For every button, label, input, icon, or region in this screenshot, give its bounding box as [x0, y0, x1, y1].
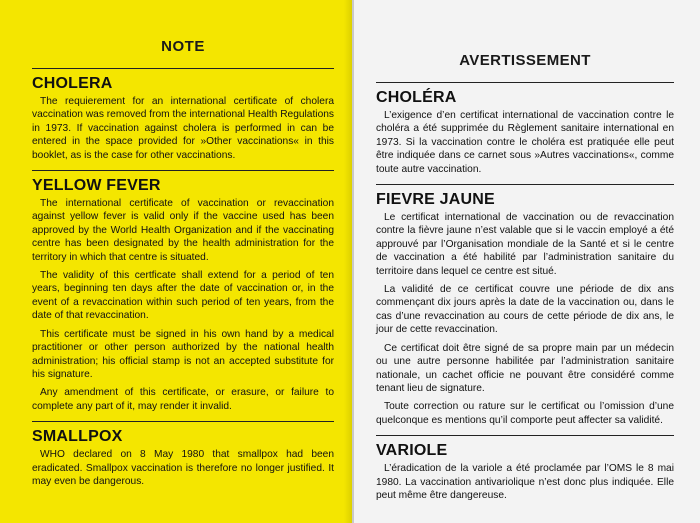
- divider: [376, 184, 674, 185]
- section-title: VARIOLE: [376, 442, 448, 460]
- section-yellow-fever: [32, 177, 334, 413]
- divider: [376, 82, 674, 83]
- paragraph: This certificate must be signed in his own hand by a medical practitioner or other person authorized by the national health administration; his official stamp is not an accepted substitute for his signature.: [32, 328, 334, 380]
- section-title: YELLOW FEVER: [32, 177, 161, 195]
- page-header: NOTE: [161, 38, 205, 55]
- section-title: CHOLERA: [32, 75, 113, 92]
- paragraph: Any amendment of this certificate, or erasure, or failure to complete any part of it, may render it invalid.: [32, 387, 334, 412]
- page-header: AVERTISSEMENT: [459, 52, 591, 69]
- section-title: SMALLPOX: [32, 428, 123, 446]
- right-page: [352, 0, 700, 523]
- paragraph: Le certificat international de vaccination ou de revaccination contre la fièvre jaune n’est valable que si le vaccin employé a été approuvé par l’Organisation mondiale de la Santé et si le centre de vaccination a été habilité par l’administration sanitaire du territoire dans lequel ce centre est situé.: [376, 212, 674, 277]
- divider: [32, 68, 334, 69]
- section-title: FIEVRE JAUNE: [376, 191, 495, 209]
- paragraph: The requierement for an international certificate of cholera vaccination was removed from the international Health Regulations in 1973. If vaccination against cholera is performed in can be entered in the space provided for »Other vaccinations« in this booklet, as is the case for other vaccinations.: [32, 96, 334, 161]
- paragraph: L’exigence d’en certificat international de vaccination contre le choléra a été supprimée du Règlement sanitaire international en 1973. Si la vaccination contre le choléra est pratiquée elle peut être indiquée dans ce carnet sous »Autres vaccinations«, comme toute autre vaccination.: [376, 110, 674, 175]
- section-cholera-fr: [376, 89, 674, 176]
- section-cholera: [32, 75, 334, 162]
- section-title: CHOLÉRA: [376, 89, 457, 106]
- paragraph: The validity of this certficate shall extend for a period of ten years, beginning ten days after the date of vaccination or, in the event of a revaccination within such period of ten years, from the date of that revaccination.: [32, 270, 334, 322]
- paragraph: WHO declared on 8 May 1980 that smallpox had been eradicated. Smallpox vaccination is therefore no longer justified. It may even be dangerous.: [32, 449, 334, 487]
- paragraph: Ce certificat doit être signé de sa propre main par un médecin ou une autre personne habilitée par l’administration sanitaire nationale, un cachet officie ne pouvant être considéré comme tenant lieu de signature.: [376, 342, 674, 394]
- divider: [32, 170, 334, 171]
- section-variole: [376, 442, 674, 502]
- paragraph: Toute correction ou rature sur le certificat ou l’omission d’une quelconque es mentions qu’il comporte peut affecter sa validité.: [376, 401, 674, 426]
- paragraph: The international certificate of vaccination or revaccination against yellow fever is valid only if the vaccine used has been approved by the World Health Organization and if the vaccinating centre has been designated by the health administration for the territory in which that centre is situated.: [32, 198, 334, 263]
- paragraph: L’éradication de la variole a été proclamée par l’OMS le 8 mai 1980. La vaccination antivariolique n’est donc plus indiquée. Elle peut même être dangereuse.: [376, 463, 674, 501]
- divider: [32, 421, 334, 422]
- section-smallpox: [32, 428, 334, 488]
- divider: [376, 435, 674, 436]
- section-fievre-jaune: [376, 191, 674, 427]
- paragraph: La validité de ce certificat couvre une période de dix ans commençant dix jours après la date de la vaccination ou, dans le cas d’une revaccination au cours de cette période de dix ans, le jour de cette revaccination.: [376, 284, 674, 336]
